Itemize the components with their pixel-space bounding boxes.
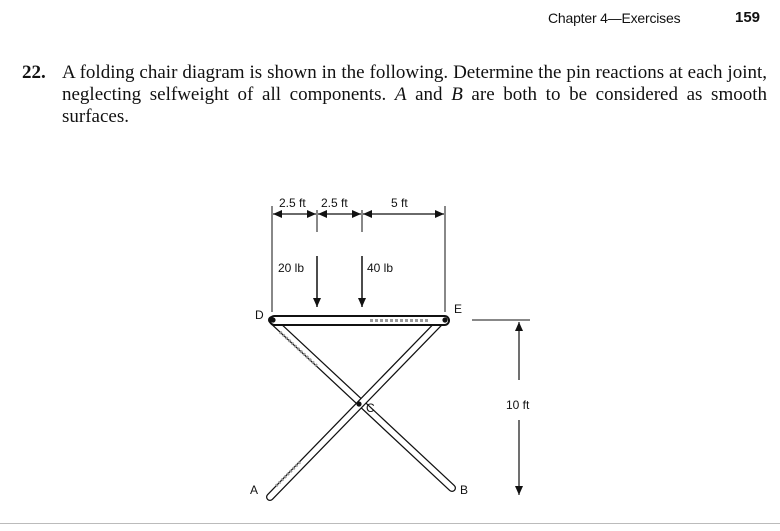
joint-label-e: E (454, 302, 463, 316)
joint-label-d: D (255, 308, 264, 322)
joint-label-c: C (366, 401, 375, 415)
dimension-label-seg2: 2.5 ft (321, 196, 348, 210)
joint-label-b: B (460, 483, 469, 497)
dimension-label-seg3: 5 ft (391, 196, 408, 210)
dimension-extension-lines (272, 206, 530, 320)
page-bottom-rule (0, 523, 780, 524)
load-arrows (317, 256, 362, 307)
joint-label-a: A (250, 483, 259, 497)
dimension-label-seg1: 2.5 ft (279, 196, 306, 210)
variable-a: A (394, 84, 407, 105)
chapter-title: Chapter 4—Exercises (548, 10, 681, 26)
problem-number: 22. (22, 62, 46, 83)
chair-seat-de (269, 315, 450, 326)
problem-text-part2: are both to be considered as smooth surfaces. (62, 84, 768, 127)
load-label-40lb: 40 lb (367, 261, 394, 275)
page-number: 159 (735, 9, 761, 26)
problem-text-and: and (406, 84, 452, 105)
problem-text-part1: A folding chair diagram is shown in the following. Determine the pin reactions at each joint, neglecting selfweight of all components. (62, 62, 767, 105)
height-dimension-label: 10 ft (506, 398, 530, 412)
variable-b: B (451, 84, 463, 105)
joint-pins (270, 317, 447, 406)
load-label-20lb: 20 lb (278, 261, 305, 275)
